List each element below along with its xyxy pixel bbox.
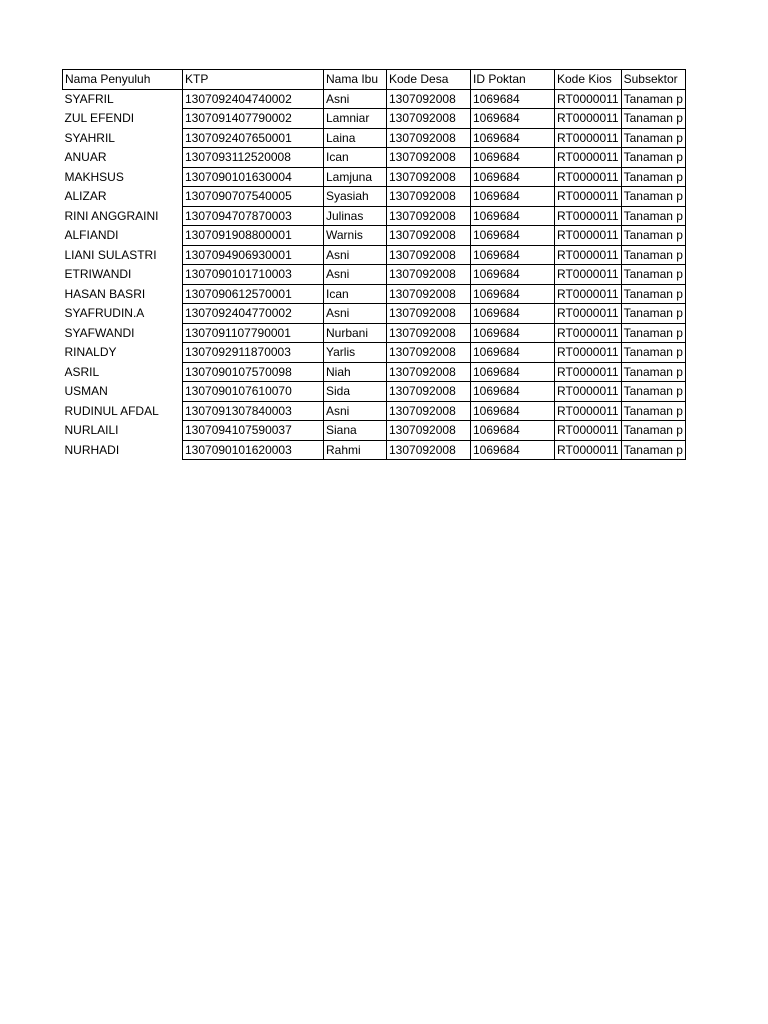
cell-id-poktan: 1069684: [471, 401, 555, 421]
cell-id-poktan: 1069684: [471, 421, 555, 441]
cell-subsektor: Tanaman p: [621, 109, 685, 129]
cell-id-poktan: 1069684: [471, 167, 555, 187]
table-row: [63, 226, 686, 246]
cell-nama-penyuluh: RUDINUL AFDAL: [63, 401, 183, 421]
table-row: [63, 362, 686, 382]
table-row: [63, 401, 686, 421]
table-row: [63, 421, 686, 441]
cell-subsektor: Tanaman p: [621, 245, 685, 265]
cell-nama-ibu: Lamniar: [324, 109, 387, 129]
cell-subsektor: Tanaman p: [621, 284, 685, 304]
table-row: [63, 265, 686, 285]
cell-nama-ibu: Julinas: [324, 206, 387, 226]
cell-kode-kios: RT0000011: [555, 421, 622, 441]
cell-nama-penyuluh: RINALDY: [63, 343, 183, 363]
header-ktp: KTP: [183, 70, 324, 90]
cell-kode-desa: 1307092008: [387, 362, 471, 382]
cell-ktp: 1307094906930001: [183, 245, 324, 265]
header-nama-penyuluh: Nama Penyuluh: [63, 70, 183, 90]
cell-kode-desa: 1307092008: [387, 343, 471, 363]
cell-nama-penyuluh: NURLAILI: [63, 421, 183, 441]
cell-kode-kios: RT0000011: [555, 440, 622, 460]
cell-kode-kios: RT0000011: [555, 167, 622, 187]
cell-nama-ibu: Syasiah: [324, 187, 387, 207]
cell-kode-kios: RT0000011: [555, 265, 622, 285]
header-kode-desa: Kode Desa: [387, 70, 471, 90]
cell-id-poktan: 1069684: [471, 304, 555, 324]
cell-subsektor: Tanaman p: [621, 343, 685, 363]
cell-kode-desa: 1307092008: [387, 167, 471, 187]
cell-ktp: 1307090101620003: [183, 440, 324, 460]
cell-kode-kios: RT0000011: [555, 226, 622, 246]
cell-nama-penyuluh: ANUAR: [63, 148, 183, 168]
cell-subsektor: Tanaman p: [621, 421, 685, 441]
cell-nama-penyuluh: ETRIWANDI: [63, 265, 183, 285]
cell-nama-ibu: Siana: [324, 421, 387, 441]
cell-ktp: 1307092407650001: [183, 128, 324, 148]
cell-nama-ibu: Lamjuna: [324, 167, 387, 187]
cell-kode-desa: 1307092008: [387, 284, 471, 304]
table-row: [63, 206, 686, 226]
header-kode-kios: Kode Kios: [555, 70, 622, 90]
cell-ktp: 1307090107570098: [183, 362, 324, 382]
cell-kode-desa: 1307092008: [387, 187, 471, 207]
cell-nama-penyuluh: HASAN BASRI: [63, 284, 183, 304]
cell-subsektor: Tanaman p: [621, 304, 685, 324]
cell-kode-kios: RT0000011: [555, 343, 622, 363]
cell-id-poktan: 1069684: [471, 440, 555, 460]
table-row: [63, 167, 686, 187]
cell-kode-desa: 1307092008: [387, 265, 471, 285]
cell-nama-ibu: Ican: [324, 284, 387, 304]
cell-id-poktan: 1069684: [471, 362, 555, 382]
cell-kode-kios: RT0000011: [555, 304, 622, 324]
cell-kode-kios: RT0000011: [555, 128, 622, 148]
cell-kode-kios: RT0000011: [555, 148, 622, 168]
table-row: [63, 382, 686, 402]
cell-nama-penyuluh: MAKHSUS: [63, 167, 183, 187]
table-row: [63, 440, 686, 460]
cell-kode-desa: 1307092008: [387, 421, 471, 441]
cell-kode-desa: 1307092008: [387, 89, 471, 109]
cell-subsektor: Tanaman p: [621, 382, 685, 402]
cell-subsektor: Tanaman p: [621, 323, 685, 343]
cell-nama-ibu: Sida: [324, 382, 387, 402]
table-row: [63, 109, 686, 129]
cell-nama-penyuluh: ALFIANDI: [63, 226, 183, 246]
table-row: [63, 304, 686, 324]
cell-nama-ibu: Asni: [324, 401, 387, 421]
cell-subsektor: Tanaman p: [621, 401, 685, 421]
cell-nama-ibu: Nurbani: [324, 323, 387, 343]
cell-nama-ibu: Asni: [324, 89, 387, 109]
cell-subsektor: Tanaman p: [621, 128, 685, 148]
cell-nama-penyuluh: NURHADI: [63, 440, 183, 460]
cell-nama-penyuluh: SYAHRIL: [63, 128, 183, 148]
cell-kode-desa: 1307092008: [387, 401, 471, 421]
table-row: [63, 89, 686, 109]
cell-subsektor: Tanaman p: [621, 226, 685, 246]
table-body: [63, 70, 686, 460]
cell-kode-desa: 1307092008: [387, 109, 471, 129]
cell-ktp: 1307092404770002: [183, 304, 324, 324]
cell-kode-desa: 1307092008: [387, 128, 471, 148]
cell-nama-penyuluh: USMAN: [63, 382, 183, 402]
table-row: [63, 323, 686, 343]
cell-kode-kios: RT0000011: [555, 89, 622, 109]
cell-nama-ibu: Asni: [324, 265, 387, 285]
cell-ktp: 1307094107590037: [183, 421, 324, 441]
header-id-poktan: ID Poktan: [471, 70, 555, 90]
cell-nama-penyuluh: ASRIL: [63, 362, 183, 382]
cell-kode-kios: RT0000011: [555, 362, 622, 382]
cell-kode-desa: 1307092008: [387, 148, 471, 168]
cell-nama-penyuluh: LIANI SULASTRI: [63, 245, 183, 265]
cell-nama-penyuluh: RINI ANGGRAINI: [63, 206, 183, 226]
cell-kode-desa: 1307092008: [387, 206, 471, 226]
cell-nama-ibu: Asni: [324, 304, 387, 324]
cell-id-poktan: 1069684: [471, 284, 555, 304]
cell-kode-kios: RT0000011: [555, 245, 622, 265]
data-table: [62, 69, 686, 460]
cell-kode-desa: 1307092008: [387, 226, 471, 246]
cell-subsektor: Tanaman p: [621, 265, 685, 285]
cell-id-poktan: 1069684: [471, 187, 555, 207]
cell-nama-penyuluh: SYAFRUDIN.A: [63, 304, 183, 324]
table-row: [63, 245, 686, 265]
cell-kode-desa: 1307092008: [387, 440, 471, 460]
cell-nama-ibu: Asni: [324, 245, 387, 265]
table-row: [63, 128, 686, 148]
cell-kode-kios: RT0000011: [555, 109, 622, 129]
cell-nama-penyuluh: ZUL EFENDI: [63, 109, 183, 129]
cell-kode-desa: 1307092008: [387, 245, 471, 265]
cell-id-poktan: 1069684: [471, 148, 555, 168]
header-nama-ibu: Nama Ibu: [324, 70, 387, 90]
cell-nama-ibu: Ican: [324, 148, 387, 168]
cell-subsektor: Tanaman p: [621, 167, 685, 187]
cell-subsektor: Tanaman p: [621, 187, 685, 207]
table-row: [63, 187, 686, 207]
header-subsektor: Subsektor: [621, 70, 685, 90]
table-row: [63, 284, 686, 304]
cell-id-poktan: 1069684: [471, 323, 555, 343]
cell-nama-penyuluh: ALIZAR: [63, 187, 183, 207]
cell-kode-kios: RT0000011: [555, 382, 622, 402]
cell-nama-penyuluh: SYAFRIL: [63, 89, 183, 109]
cell-ktp: 1307090101710003: [183, 265, 324, 285]
cell-kode-desa: 1307092008: [387, 323, 471, 343]
cell-id-poktan: 1069684: [471, 89, 555, 109]
cell-ktp: 1307091908800001: [183, 226, 324, 246]
cell-nama-ibu: Warnis: [324, 226, 387, 246]
cell-kode-desa: 1307092008: [387, 382, 471, 402]
cell-ktp: 1307093112520008: [183, 148, 324, 168]
cell-kode-desa: 1307092008: [387, 304, 471, 324]
cell-id-poktan: 1069684: [471, 128, 555, 148]
cell-id-poktan: 1069684: [471, 265, 555, 285]
cell-kode-kios: RT0000011: [555, 187, 622, 207]
cell-ktp: 1307091407790002: [183, 109, 324, 129]
cell-nama-ibu: Yarlis: [324, 343, 387, 363]
table-header-row: [63, 70, 686, 90]
cell-kode-kios: RT0000011: [555, 401, 622, 421]
cell-subsektor: Tanaman p: [621, 440, 685, 460]
cell-nama-ibu: Laina: [324, 128, 387, 148]
cell-id-poktan: 1069684: [471, 109, 555, 129]
table-row: [63, 148, 686, 168]
cell-kode-kios: RT0000011: [555, 284, 622, 304]
cell-ktp: 1307090612570001: [183, 284, 324, 304]
cell-ktp: 1307091107790001: [183, 323, 324, 343]
cell-subsektor: Tanaman p: [621, 89, 685, 109]
cell-ktp: 1307092404740002: [183, 89, 324, 109]
cell-id-poktan: 1069684: [471, 343, 555, 363]
cell-ktp: 1307092911870003: [183, 343, 324, 363]
cell-id-poktan: 1069684: [471, 245, 555, 265]
cell-ktp: 1307090101630004: [183, 167, 324, 187]
cell-ktp: 1307090107610070: [183, 382, 324, 402]
cell-kode-kios: RT0000011: [555, 206, 622, 226]
cell-id-poktan: 1069684: [471, 206, 555, 226]
cell-kode-kios: RT0000011: [555, 323, 622, 343]
table-row: [63, 343, 686, 363]
cell-id-poktan: 1069684: [471, 226, 555, 246]
cell-ktp: 1307090707540005: [183, 187, 324, 207]
cell-nama-ibu: Niah: [324, 362, 387, 382]
cell-subsektor: Tanaman p: [621, 206, 685, 226]
cell-subsektor: Tanaman p: [621, 362, 685, 382]
cell-ktp: 1307091307840003: [183, 401, 324, 421]
cell-subsektor: Tanaman p: [621, 148, 685, 168]
cell-nama-ibu: Rahmi: [324, 440, 387, 460]
cell-ktp: 1307094707870003: [183, 206, 324, 226]
cell-id-poktan: 1069684: [471, 382, 555, 402]
cell-nama-penyuluh: SYAFWANDI: [63, 323, 183, 343]
